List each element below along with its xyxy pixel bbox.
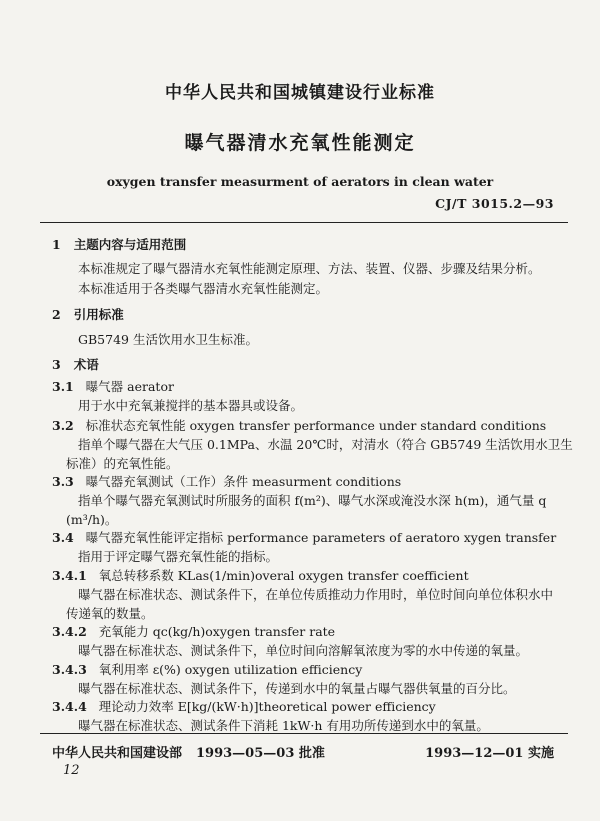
term-3-4-1 <box>52 566 469 584</box>
term-number: 3.4 <box>52 530 74 545</box>
term-definition-cont: 传递氧的数量。 <box>66 606 154 621</box>
org-title: 中华人民共和国城镇建设行业标准 <box>165 83 435 103</box>
term-3-4-4 <box>52 697 436 715</box>
term-3-1 <box>52 377 174 395</box>
footer-rule <box>40 733 568 734</box>
section-number: 2 <box>52 307 61 322</box>
paragraph: 本标准规定了曝气器清水充氧性能测定原理、方法、装置、仪器、步骤及结果分析。 <box>78 261 541 276</box>
term-title: 曝气器 aerator <box>85 379 174 394</box>
term-definition-cont: (m³/h)。 <box>66 512 118 527</box>
standard-number: CJ/T 3015.2—93 <box>435 196 554 211</box>
term-title: 曝气器充氧性能评定指标 performance parameters of aeratoro xygen transfer <box>85 530 557 545</box>
term-3-4 <box>52 528 556 546</box>
term-number: 3.4.2 <box>52 624 87 639</box>
term-title: 氧总转移系数 KLas(1/min)overal oxygen transfer coefficient <box>98 568 469 583</box>
term-title: 理论动力效率 E[kg/(kW·h)]theoretical power efficiency <box>98 699 436 714</box>
section-title: 引用标准 <box>73 307 124 322</box>
term-title: 曝气器充氧测试（工作）条件 measurment conditions <box>85 474 402 489</box>
term-number: 3.1 <box>52 379 74 394</box>
term-definition: 指单个曝气器充氧测试时所服务的面积 f(m²)、曝气水深或淹没水深 h(m)，通气量 q <box>78 493 547 508</box>
term-definition-cont: 标准）的充氧性能。 <box>66 456 179 471</box>
term-definition: 曝气器在标准状态、测试条件下，在单位传质推动力作用时，单位时间向单位体积水中 <box>78 587 554 602</box>
term-number: 3.4.3 <box>52 662 87 677</box>
term-title: 充氧能力 qc(kg/h)oxygen transfer rate <box>98 624 336 639</box>
term-title: 标准状态充氧性能 oxygen transfer performance under standard conditions <box>85 418 547 433</box>
term-definition: 曝气器在标准状态、测试条件下，单位时间向溶解氧浓度为零的水中传递的氧量。 <box>78 643 529 658</box>
term-3-4-3 <box>52 660 362 678</box>
term-definition: 曝气器在标准状态、测试条件下，传递到水中的氧量占曝气器供氧量的百分比。 <box>78 681 516 696</box>
paragraph: GB5749 生活饮用水卫生标准。 <box>78 332 258 347</box>
term-3-4-2 <box>52 622 335 640</box>
section-number: 3 <box>52 357 61 372</box>
term-number: 3.4.4 <box>52 699 87 714</box>
term-title: 氧利用率 ε(%) oxygen utilization efficiency <box>98 662 363 677</box>
term-number: 3.3 <box>52 474 74 489</box>
approval-date: 1993—05—03 批准 <box>196 746 325 761</box>
issuer: 中华人民共和国建设部 <box>52 746 183 761</box>
doc-title: 曝气器清水充氧性能测定 <box>184 132 416 154</box>
section-title: 主题内容与适用范围 <box>73 237 187 252</box>
term-number: 3.4.1 <box>52 568 87 583</box>
header-rule <box>40 222 568 223</box>
term-definition: 指用于评定曝气器充氧性能的指标。 <box>78 549 279 564</box>
paragraph: 本标准适用于各类曝气器清水充氧性能测定。 <box>78 281 329 296</box>
page-number: 12 <box>63 763 80 778</box>
section-title: 术语 <box>73 357 99 372</box>
section-number: 1 <box>52 237 61 252</box>
section-2-heading <box>52 305 124 323</box>
term-definition: 指单个曝气器在大气压 0.1MPa、水温 20℃时，对清水（符合 GB5749 生活饮用水卫生 <box>78 437 573 452</box>
section-1-heading <box>52 235 186 253</box>
term-number: 3.2 <box>52 418 74 433</box>
term-3-3 <box>52 472 401 490</box>
term-definition: 曝气器在标准状态、测试条件下消耗 1kW·h 有用功所传递到水中的氧量。 <box>78 718 489 733</box>
doc-title-english: oxygen transfer measurment of aerators in clean water <box>106 174 494 189</box>
term-definition: 用于水中充氧兼搅拌的基本器具或设备。 <box>78 398 304 413</box>
section-3-heading <box>52 355 99 373</box>
effective-date: 1993—12—01 实施 <box>425 746 554 761</box>
term-3-2 <box>52 416 546 434</box>
